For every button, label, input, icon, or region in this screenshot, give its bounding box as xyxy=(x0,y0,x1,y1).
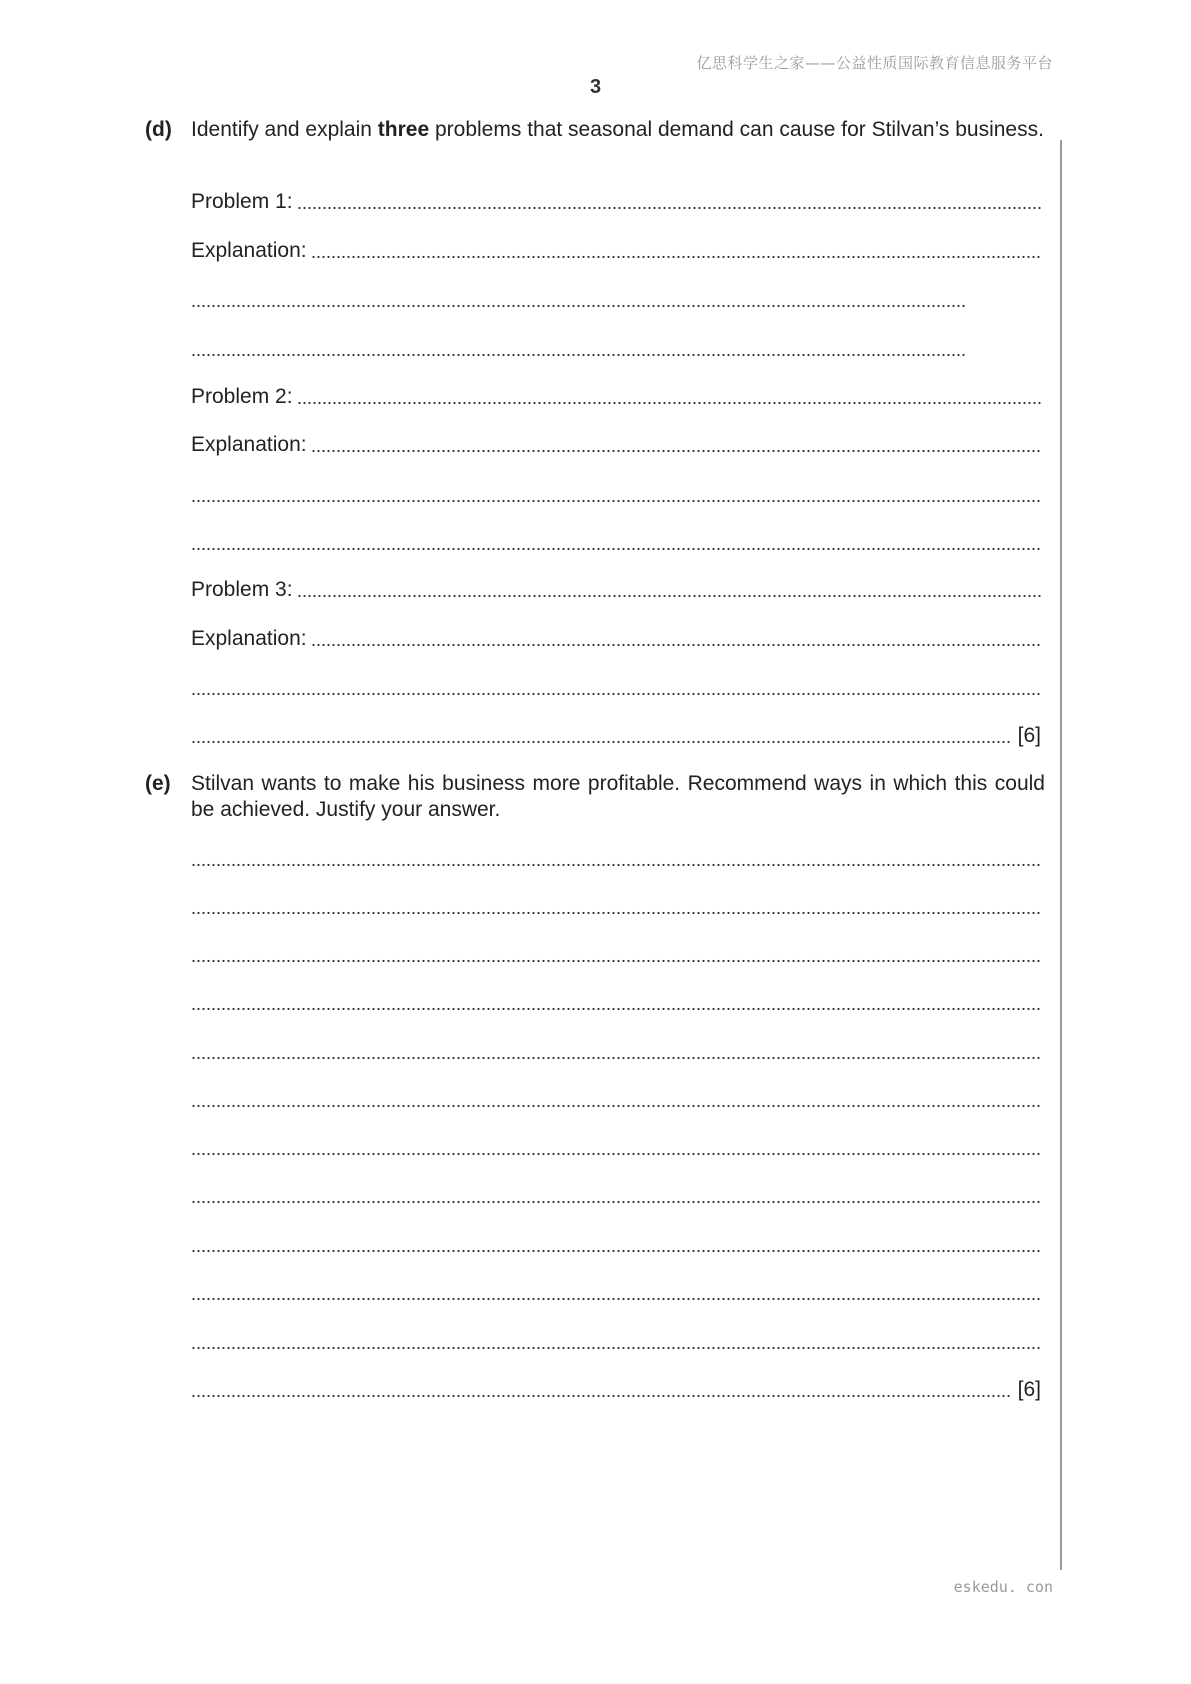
answer-line[interactable] xyxy=(191,1135,1041,1161)
explanation-label: Explanation: xyxy=(191,433,307,456)
answer-line[interactable] xyxy=(191,894,1041,920)
header-watermark: 亿思科学生之家——公益性质国际教育信息服务平台 xyxy=(696,54,1053,72)
margin-rule xyxy=(1060,140,1062,1570)
answer-line[interactable] xyxy=(191,1280,1041,1306)
problem-2-explanation-line[interactable] xyxy=(191,432,1041,458)
question-d-label: (d) xyxy=(145,118,172,141)
footer-watermark: eskedu. con xyxy=(953,1578,1053,1596)
answer-line[interactable] xyxy=(191,1087,1041,1113)
problem-1-explanation-line-3[interactable] xyxy=(191,336,966,362)
explanation-label: Explanation: xyxy=(191,627,307,650)
problem-3-explanation-line[interactable] xyxy=(191,626,1041,652)
problem-2-answer-line[interactable] xyxy=(191,384,1041,410)
problem-3-explanation-line-2[interactable] xyxy=(191,675,1041,701)
answer-line[interactable] xyxy=(191,1039,1041,1065)
answer-line[interactable] xyxy=(191,1329,1041,1355)
question-e-label: (e) xyxy=(145,772,171,795)
answer-line-last[interactable] xyxy=(191,1377,1041,1403)
page-number: 3 xyxy=(589,76,602,98)
problem-3-answer-line[interactable] xyxy=(191,577,1041,603)
answer-line[interactable] xyxy=(191,846,1041,872)
question-d-marks: [6] xyxy=(1017,724,1041,747)
problem-2-explanation-line-2[interactable] xyxy=(191,482,1041,508)
problem-2-explanation-line-3[interactable] xyxy=(191,530,1041,556)
problem-1-answer-line[interactable] xyxy=(191,189,1041,215)
answer-line[interactable] xyxy=(191,942,1041,968)
problem-1-label: Problem 1: xyxy=(191,190,293,213)
problem-1-explanation-line-2[interactable] xyxy=(191,287,966,313)
answer-line[interactable] xyxy=(191,1183,1041,1209)
question-e-text: Stilvan wants to make his business more profitable. Recommend ways in which this could be achieved. Justify your answer. xyxy=(191,772,1045,821)
problem-2-label: Problem 2: xyxy=(191,385,293,408)
explanation-label: Explanation: xyxy=(191,239,307,262)
question-d-emphasis: three xyxy=(377,118,430,141)
answer-line[interactable] xyxy=(191,1232,1041,1258)
problem-3-explanation-line-3[interactable] xyxy=(191,723,1041,749)
question-d-text: Identify and explain three problems that seasonal demand can cause for Stilvan’s business. xyxy=(191,118,1044,141)
problem-1-explanation-line[interactable] xyxy=(191,238,1041,264)
question-e-marks: [6] xyxy=(1017,1378,1041,1401)
answer-line[interactable] xyxy=(191,990,1041,1016)
problem-3-label: Problem 3: xyxy=(191,578,293,601)
